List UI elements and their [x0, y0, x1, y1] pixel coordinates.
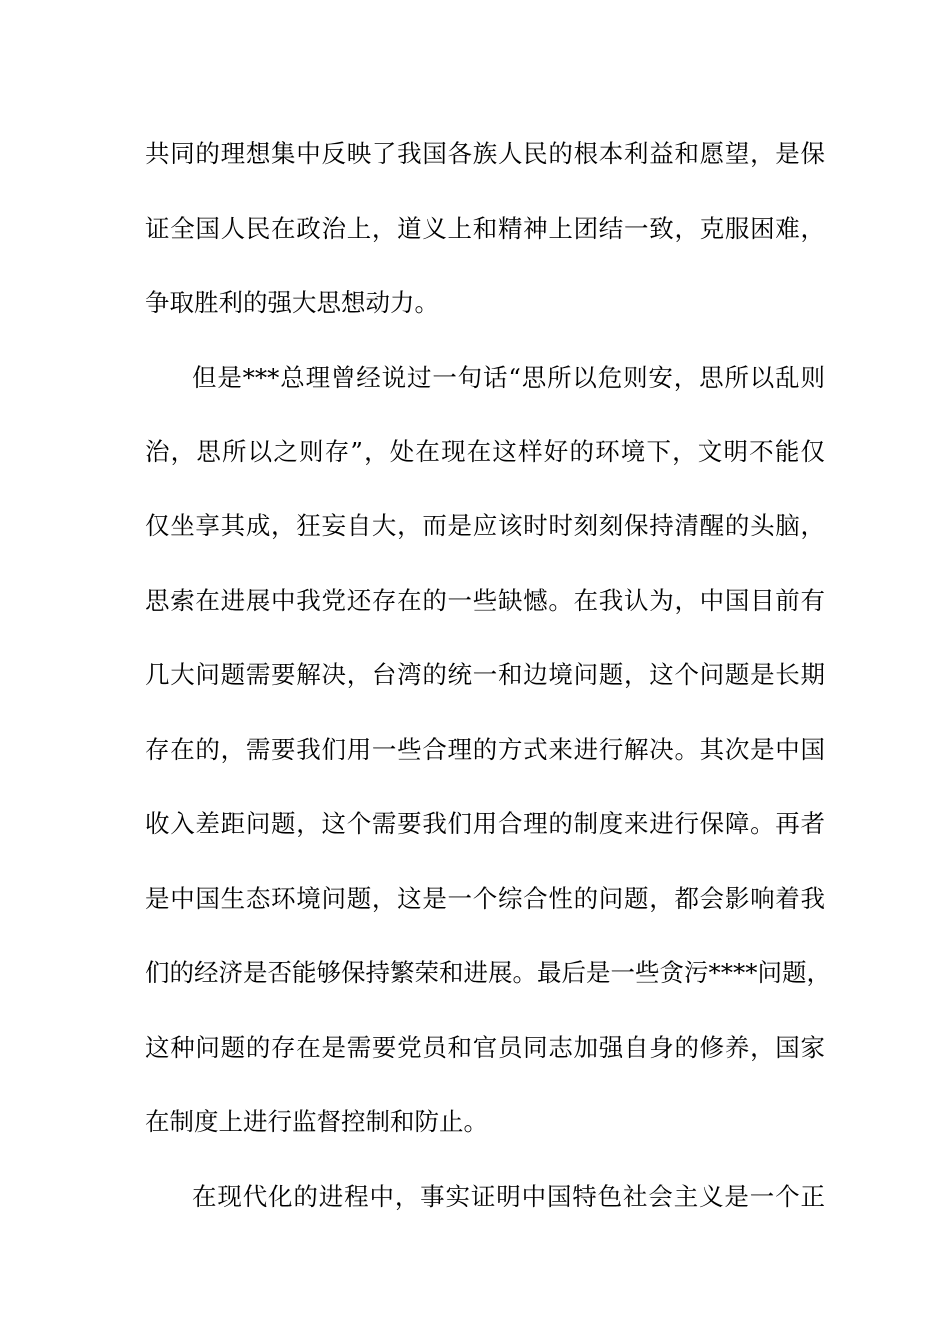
text-line: 几大问题需要解决，台湾的统一和边境问题，这个问题是长期: [145, 660, 825, 689]
text-line: 争取胜利的强大思想动力。: [145, 288, 439, 317]
text-line: 是中国生态环境问题，这是一个综合性的问题，都会影响着我: [145, 884, 825, 913]
text-line: 思索在进展中我党还存在的一些缺憾。在我认为，中国目前有: [145, 586, 825, 615]
text-line: 们的经济是否能够保持繁荣和进展。最后是一些贪污****问题，: [145, 958, 831, 987]
text-line: 收入差距问题，这个需要我们用合理的制度来进行保障。再者: [145, 809, 825, 838]
text-line: 仅坐享其成，狂妄自大，而是应该时时刻刻保持清醒的头脑，: [145, 511, 825, 540]
text-line: 证全国人民在政治上，道义上和精神上团结一致，克服困难，: [145, 214, 825, 243]
text-line: 共同的理想集中反映了我国各族人民的根本利益和愿望，是保: [145, 139, 825, 168]
text-line: 治，思所以之则存”，处在现在这样好的环境下，文明不能仅: [145, 437, 825, 466]
text-line: 存在的，需要我们用一些合理的方式来进行解决。其次是中国: [145, 735, 825, 764]
text-line: 在制度上进行监督控制和防止。: [145, 1107, 488, 1136]
text-line: 在现代化的进程中，事实证明中国特色社会主义是一个正: [192, 1182, 825, 1211]
text-line: 这种问题的存在是需要党员和官员同志加强自身的修养，国家: [145, 1033, 825, 1062]
text-line: 但是***总理曾经说过一句话“思所以危则安，思所以乱则: [192, 363, 825, 392]
